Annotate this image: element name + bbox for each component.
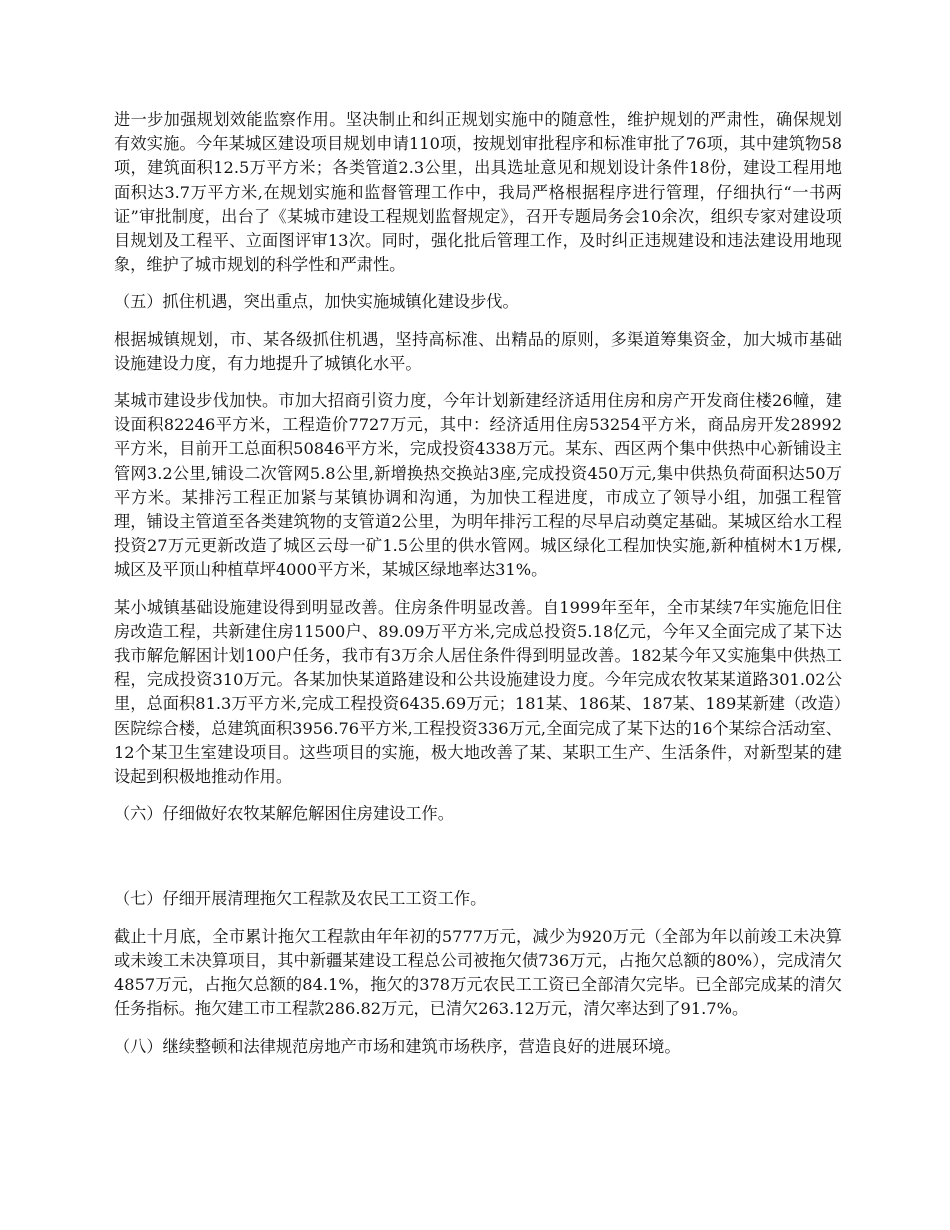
- body-paragraph-1: 进一步加强规划效能监察作用。坚决制止和纠正规划实施中的随意性，维护规划的严肃性，确保规划有效实施。今年某城区建设项目规划申请110项，按规划审批程序和标准审批了76项，其中建筑物58项，建筑面积12.5万平方米；各类管道2.3公里，出具选址意见和规划设计条件18份，建设工程用地面积达3.7万平方米,在规划实施和监督管理工作中，我局严格根据程序进行管理，仔细执行“一书两证”审批制度，出台了《某城市建设工程规划监督规定》，召开专题局务会10余次，组织专家对建设项目规划及工程平、立面图评审13次。同时，强化批后管理工作，及时纠正违规建设和违法建设用地现象，维护了城市规划的科学性和严肃性。: [114, 110, 842, 275]
- body-paragraph-2: 根据城镇规划，市、某各级抓住机遇，坚持高标准、出精品的原则，多渠道筹集资金，加大城市基础设施建设力度，有力地提升了城镇化水平。: [114, 329, 842, 373]
- body-paragraph-5: 截止十月底，全市累计拖欠工程款由年年初的5777万元，减少为920万元（全部为年以前竣工未决算或未竣工未决算项目，其中新疆某建设工程总公司被拖欠债736万元，占拖欠总额的80%），完成清欠4857万元，占拖欠总额的84.1%，拖欠的378万元农民工工资已全部清欠完毕。已全部完成某的清欠任务指标。拖欠建工市工程款286.82万元，已清欠263.12万元，清欠率达到了91.7%。: [114, 926, 842, 1019]
- section-heading-5: （五）抓住机遇，突出重点，加快实施城镇化建设步伐。: [114, 292, 519, 312]
- section-heading-6: （六）仔细做好农牧某解危解困住房建设工作。: [114, 804, 454, 824]
- section-heading-7: （七）仔细开展清理拖欠工程款及农民工工资工作。: [114, 889, 487, 909]
- document-page: [114, 108, 842, 1072]
- blank-gap: [114, 839, 842, 887]
- body-paragraph-3: 某城市建设步伐加快。市加大招商引资力度，今年计划新建经济适用住房和房产开发商住楼26幢，建设面积82246平方米，工程造价7727万元，其中：经济适用住房53254平方米，商品房开发28992平方米，目前开工总面积50846平方米，完成投资4338万元。某东、西区两个集中供热中心新铺设主管网3.2公里,铺设二次管网5.8公里,新增换热交换站3座,完成投资450万元,集中供热负荷面积达50万平方米。某排污工程正加紧与某镇协调和沟通，为加快工程进度，市成立了领导小组，加强工程管理，铺设主管道至各类建筑物的支管道2公里，为明年排污工程的尽早启动奠定基础。某城区给水工程投资27万元更新改造了城区云母一矿1.5公里的供水管网。城区绿化工程加快实施,新种植树木1万棵,城区及平顶山种植草坪4000平方米，某城区绿地率达31%。: [114, 391, 842, 580]
- body-paragraph-4: 某小城镇基础设施建设得到明显改善。住房条件明显改善。自1999年至年，全市某续7年实施危旧住房改造工程，共新建住房11500户、89.09万平方米,完成总投资5.18亿元，今年又全面完成了某下达我市解危解困计划100户任务，我市有3万余人居住条件得到明显改善。182某今年又实施集中供热工程，完成投资310万元。各某加快某道路建设和公共设施建设力度。今年完成农牧某某道路301.02公里，总面积81.3万平方米,完成工程投资6435.69万元；181某、186某、187某、189某新建（改造）医院综合楼，总建筑面积3956.76平方米,工程投资336万元,全面完成了某下达的16个某综合活动室、12个某卫生室建设项目。这些项目的实施，极大地改善了某、某职工生产、生活条件，对新型某的建设起到积极地推动作用。: [114, 597, 842, 787]
- section-heading-8: （八）继续整顿和法律规范房地产市场和建筑市场秩序，营造良好的进展环境。: [114, 1036, 681, 1056]
